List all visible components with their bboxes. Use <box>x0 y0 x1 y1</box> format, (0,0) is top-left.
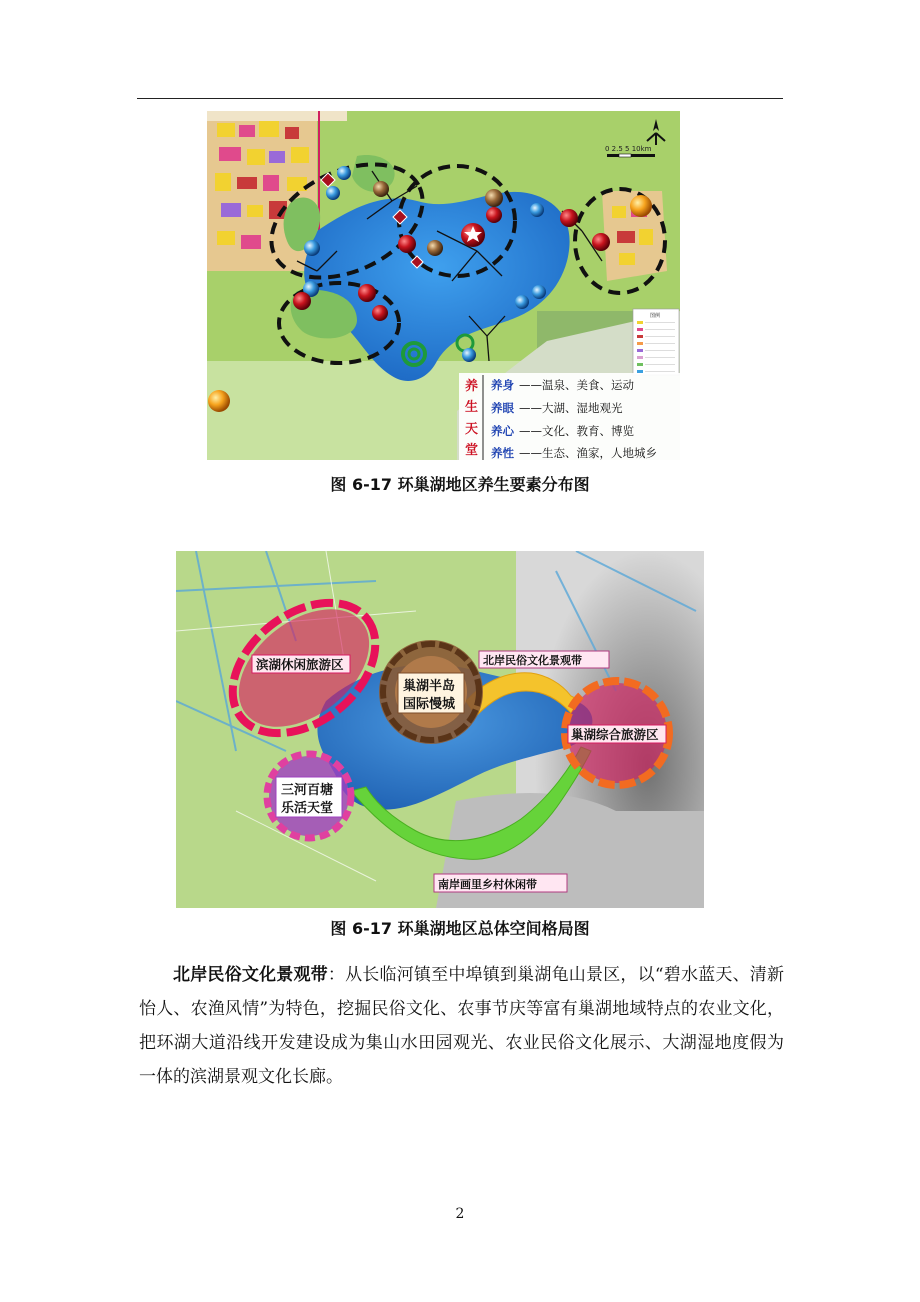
panel-row-1-desc: ——温泉、美食、运动 <box>519 378 634 392</box>
beian-label: 北岸民俗文化景观带 <box>483 654 582 667</box>
panel-row-4-key: 养性 <box>491 446 514 460</box>
header-rule <box>137 98 783 99</box>
scale-bar <box>605 145 655 157</box>
legend-title: 图例 <box>650 313 661 319</box>
zonghe-label: 巢湖综合旅游区 <box>571 727 659 742</box>
nanan-label: 南岸画里乡村休闲带 <box>438 878 537 891</box>
paragraph-lead: 北岸民俗文化景观带 <box>173 965 328 985</box>
panel-vertical-2: 生 <box>465 400 479 415</box>
sanhe-label-1: 三河百塘 <box>281 783 334 798</box>
health-elements-map <box>207 111 680 460</box>
zone-beian <box>479 651 609 668</box>
panel-row-2-desc: ——大湖、湿地观光 <box>519 401 623 415</box>
panel-vertical-1: 养 <box>465 379 479 394</box>
health-paradise-panel <box>459 373 680 460</box>
panel-row-2-key: 养眼 <box>491 401 514 415</box>
panel-row-1-key: 养身 <box>491 378 514 392</box>
zone-bandao <box>379 640 483 744</box>
bandao-label-2: 国际慢城 <box>403 697 456 712</box>
body-paragraph <box>139 958 784 1094</box>
page-number: 2 <box>455 1206 465 1222</box>
sanhe-label-2: 乐活天堂 <box>281 801 334 816</box>
bandao-label-1: 巢湖半岛 <box>403 679 456 694</box>
figure2-caption: 图 6-17 环巢湖地区总体空间格局图 <box>330 919 590 938</box>
zone-nanan <box>434 874 567 892</box>
panel-row-3-desc: ——文化、教育、博览 <box>519 424 634 438</box>
panel-row-4-desc: ——生态、渔家，人地城乡 <box>519 446 657 460</box>
map-legend <box>633 309 679 375</box>
panel-row-3-key: 养心 <box>491 424 514 438</box>
panel-vertical-3: 天 <box>465 422 479 437</box>
scale-label: 0 2.5 5 10km <box>605 145 652 153</box>
panel-vertical-4: 堂 <box>465 443 479 458</box>
binhu-label: 滨湖休闲旅游区 <box>256 657 344 672</box>
spatial-layout-map <box>176 551 704 908</box>
paragraph-text: ：从长临河镇至中埠镇到巢湖龟山景区，以“碧水蓝天、清新怡人、农渔风情”为特色，挖掘民俗文化、农事节庆等富有巢湖地域特点的农业文化，把环湖大道沿线开发建设成为集山水田园观光、农业民俗文化展示、大湖湿地度假为一体的滨湖景观文化长廊。 <box>139 965 785 1087</box>
figure1-caption: 图 6-17 环巢湖地区养生要素分布图 <box>330 475 590 494</box>
center-star-icon <box>461 223 485 247</box>
